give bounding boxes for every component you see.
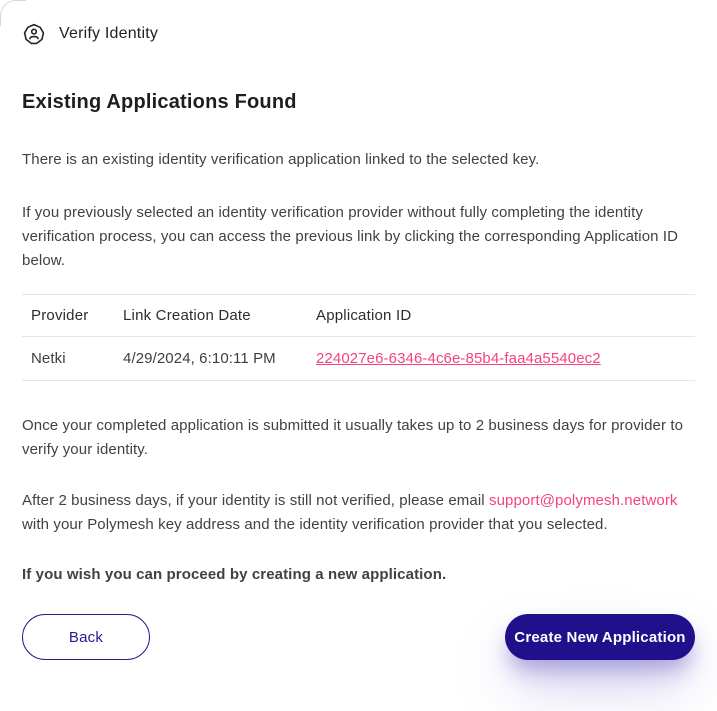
support-text-after: with your Polymesh key address and the identity verification provider that you selected.	[22, 516, 608, 533]
page-title: Existing Applications Found	[22, 91, 297, 113]
modal-header	[22, 22, 695, 46]
paragraph-processing-time: Once your completed application is submitted it usually takes up to 2 business days for provider to verify your identity.	[22, 417, 684, 458]
paragraph-proceed: If you wish you can proceed by creating a new application.	[22, 566, 447, 583]
existing-applications-table	[22, 294, 695, 381]
table-header-row	[22, 295, 695, 337]
paragraph-previous-link: If you previously selected an identity verification provider without fully completing the identity verification process, you can access the previous link by clicking the corresponding Application ID below.	[22, 204, 679, 269]
create-new-application-button[interactable]: Create New Application	[505, 614, 695, 660]
cell-link-creation-date: 4/29/2024, 6:10:11 PM	[123, 350, 276, 367]
support-email-link[interactable]: support@polymesh.network	[488, 492, 678, 509]
back-button[interactable]: Back	[22, 614, 150, 660]
support-text-before: After 2 business days, if your identity is still not verified, please email	[22, 492, 489, 509]
modal-title: Verify Identity	[59, 25, 159, 42]
table-row	[22, 337, 695, 381]
modal-footer	[22, 614, 695, 660]
application-id-link[interactable]: 224027e6-6346-4c6e-85b4-faa4a5540ec2	[316, 350, 601, 367]
cell-application-id	[307, 337, 695, 381]
paragraph-support	[22, 489, 695, 537]
column-header-link-creation-date: Link Creation Date	[114, 295, 307, 337]
column-header-provider: Provider	[22, 295, 114, 337]
paragraph-intro: There is an existing identity verification application linked to the selected key.	[22, 151, 540, 168]
cell-provider: Netki	[31, 350, 66, 367]
user-badge-icon	[22, 22, 46, 46]
column-header-application-id: Application ID	[307, 295, 695, 337]
